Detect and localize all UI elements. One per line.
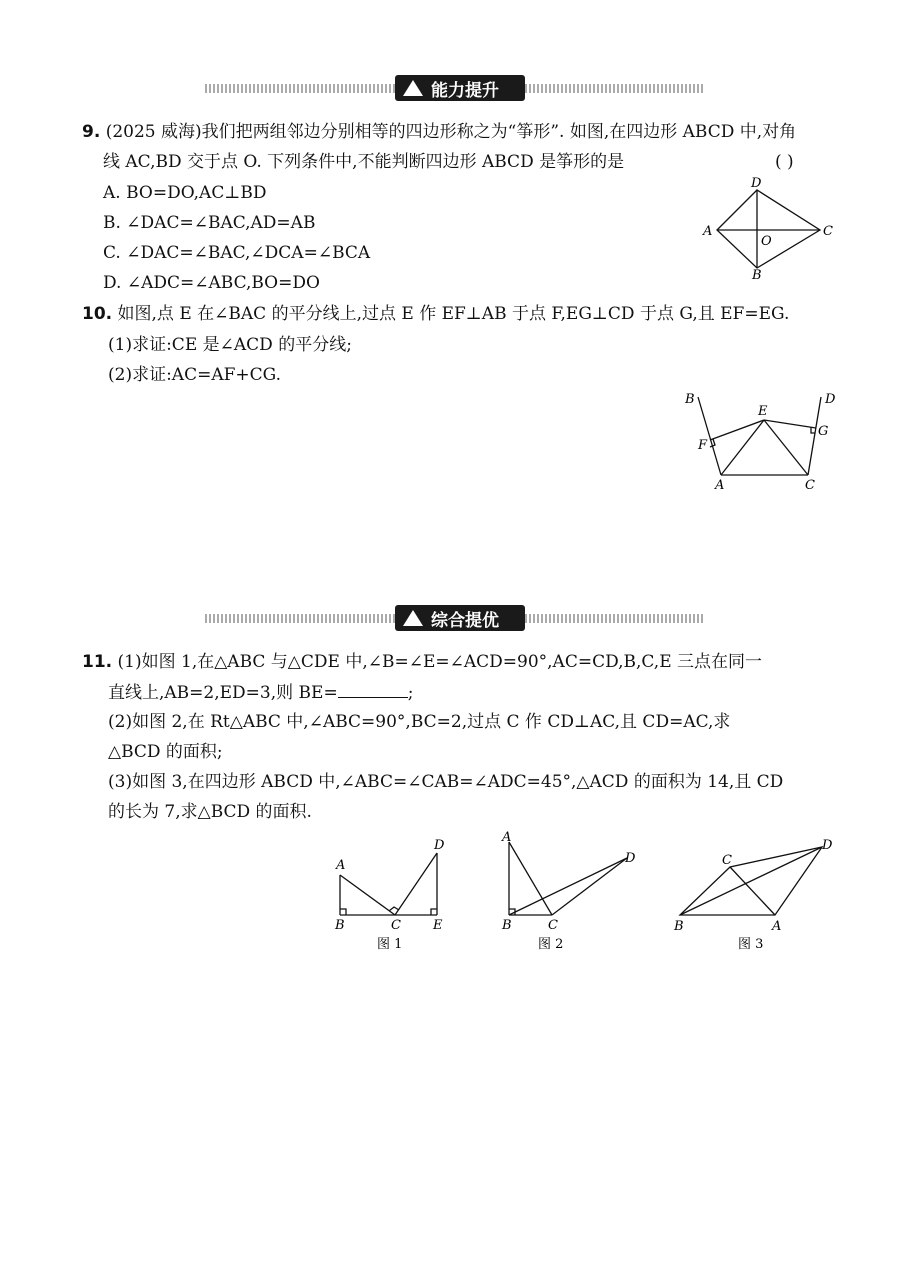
q11-line2	[108, 681, 413, 704]
fig3-caption: 图 3	[738, 937, 764, 952]
q10-label-b: B	[685, 392, 695, 407]
answer-paren: ( )	[775, 152, 794, 172]
q10-label-g: G	[818, 424, 829, 439]
q9-option-d: D. ∠ADC=∠ABC,BO=DO	[103, 273, 320, 293]
fig1-label-d: D	[434, 838, 445, 853]
q11-line5: (3)如图 3,在四边形 ABCD 中,∠ABC=∠CAB=∠ADC=45°,△ACD 的面积为 14,且 CD	[108, 772, 784, 792]
fig2-label-c: C	[548, 918, 558, 933]
fig3-label-d: D	[822, 838, 833, 853]
q10-part1: (1)求证:CE 是∠ACD 的平分线;	[108, 335, 352, 355]
q9-label-d: D	[751, 176, 762, 191]
q11-figure-3	[665, 832, 845, 955]
q10-part2: (2)求证:AC=AF+CG.	[108, 365, 282, 385]
q10-stem: 如图,点 E 在∠BAC 的平分线上,过点 E 作 EF⊥AB 于点 F,EG⊥CD 于点 G,且 EF=EG.	[117, 304, 790, 324]
q10-label-f: F	[698, 438, 708, 453]
fig2-label-d: D	[625, 851, 636, 866]
q10-label-c: C	[805, 478, 815, 493]
triangle-icon	[403, 80, 423, 96]
q11-line1	[82, 651, 762, 673]
fig3-label-b: B	[674, 919, 684, 934]
q10-label-a: A	[715, 478, 725, 493]
fig2-caption: 图 2	[538, 937, 564, 952]
q11-line6: 的长为 7,求△BCD 的面积.	[108, 802, 312, 822]
q11-part1-stem: (1)如图 1,在△ABC 与△CDE 中,∠B=∠E=∠ACD=90°,AC=CD,B,C,E 三点在同一	[117, 652, 763, 672]
section-banner-ability	[205, 75, 705, 101]
q9-label-c: C	[823, 224, 833, 239]
q9-number: 9.	[82, 122, 101, 142]
fig3-label-a: A	[772, 919, 782, 934]
q10-line1	[82, 303, 789, 325]
fig1-label-c: C	[391, 918, 401, 933]
q11-line3: (2)如图 2,在 Rt△ABC 中,∠ABC=90°,BC=2,过点 C 作 CD⊥AC,且 CD=AC,求	[108, 712, 731, 732]
q9-line2: 线 AC,BD 交于点 O. 下列条件中,不能判断四边形 ABCD 是筝形的是	[103, 152, 625, 172]
q10-label-d: D	[825, 392, 836, 407]
q9-label-o: O	[761, 234, 772, 249]
q9-line1	[82, 121, 796, 143]
q9-option-b: B. ∠DAC=∠BAC,AD=AB	[103, 213, 316, 233]
q10-number: 10.	[82, 304, 113, 324]
section-banner-comprehensive	[205, 605, 705, 631]
section-title: 综合提优	[431, 610, 499, 631]
q10-label-e: E	[758, 404, 768, 419]
fig1-caption: 图 1	[377, 937, 403, 952]
section-title: 能力提升	[431, 80, 499, 101]
answer-blank[interactable]	[338, 681, 408, 698]
q11-figure-1	[325, 835, 455, 955]
fig2-label-b: B	[502, 918, 512, 933]
fig1-label-e: E	[433, 918, 443, 933]
q9-stem: (2025 威海)我们把两组邻边分别相等的四边形称之为“筝形”. 如图,在四边形 ABCD 中,对角	[105, 122, 797, 142]
fig3-label-c: C	[722, 853, 732, 868]
fig1-label-a: A	[336, 858, 346, 873]
q9-label-a: A	[703, 224, 713, 239]
q9-figure	[695, 175, 845, 285]
q11-line4: △BCD 的面积;	[108, 742, 223, 762]
triangle-icon	[403, 610, 423, 626]
q11-number: 11.	[82, 652, 113, 672]
fig2-label-a: A	[502, 830, 512, 845]
q11-semicolon: ;	[407, 683, 414, 703]
fig1-label-b: B	[335, 918, 345, 933]
q11-figure-2	[495, 828, 645, 955]
q9-label-b: B	[752, 268, 762, 283]
q10-figure	[680, 385, 845, 495]
q9-option-c: C. ∠DAC=∠BAC,∠DCA=∠BCA	[103, 243, 371, 263]
q9-option-a: A. BO=DO,AC⊥BD	[103, 183, 267, 203]
q11-part1-given: 直线上,AB=2,ED=3,则 BE=	[108, 683, 338, 703]
